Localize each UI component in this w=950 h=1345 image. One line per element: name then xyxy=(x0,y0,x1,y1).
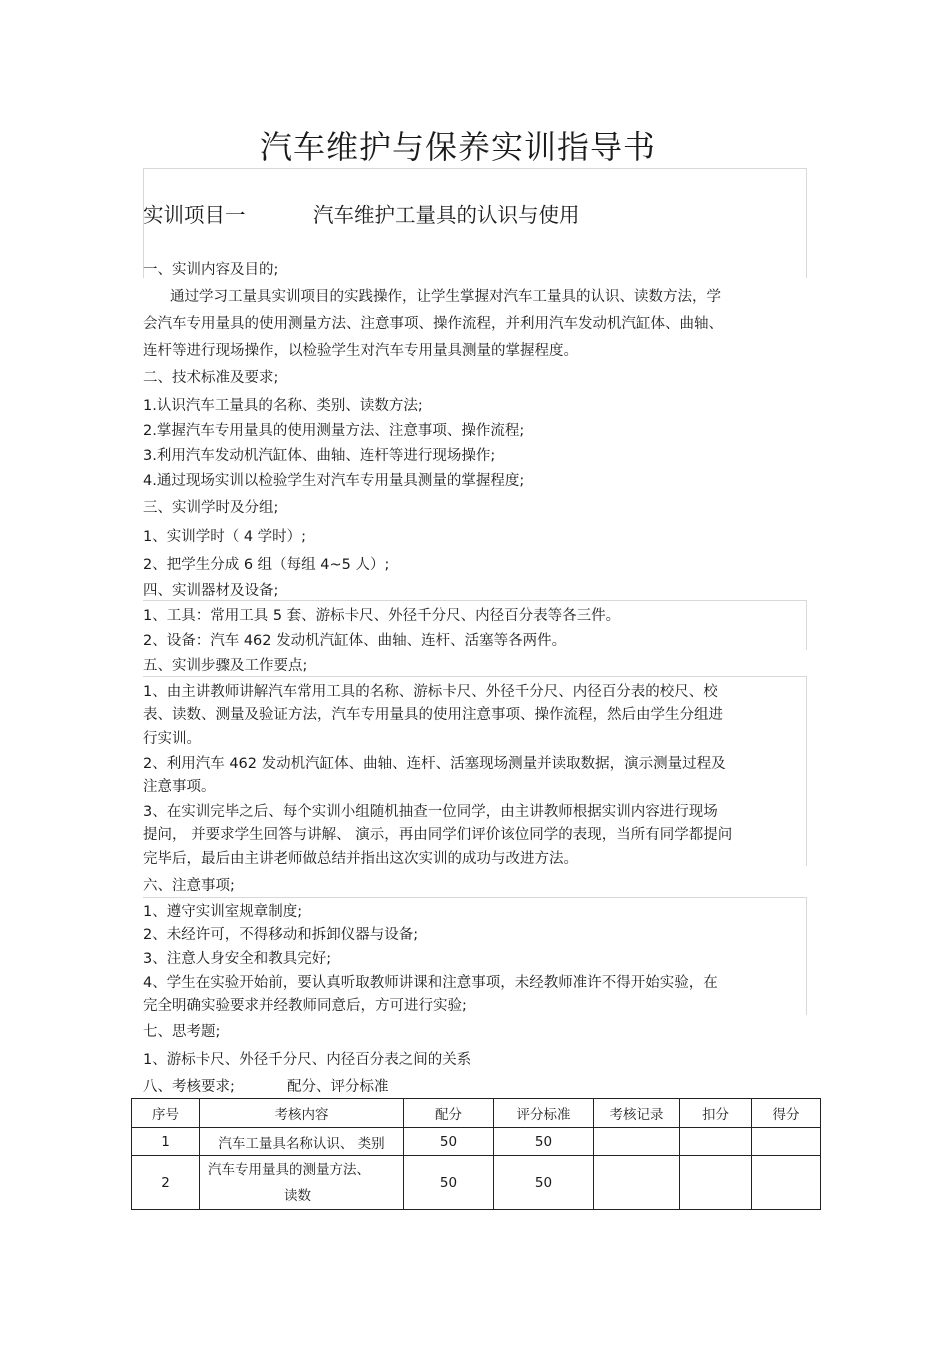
frame-right-rule-4 xyxy=(806,897,807,1015)
frame-rule-2 xyxy=(143,600,806,601)
assessment-table xyxy=(131,1098,821,1210)
cell-points: 50 xyxy=(404,1128,494,1156)
frame-rule-3 xyxy=(143,676,806,677)
section-5-line: 2、利用汽车 462 发动机汽缸体、曲轴、连杆、活塞现场测量并读取数据，演示测量过程及 xyxy=(143,756,726,772)
cell-score xyxy=(752,1128,821,1156)
cell-standard: 50 xyxy=(494,1128,594,1156)
header-cell: 考核内容 xyxy=(200,1099,404,1128)
section-3-item: 2、把学生分成 6 组（每组 4~5 人）; xyxy=(143,557,390,573)
section-4-item: 2、设备：汽车 462 发动机汽缸体、曲轴、连杆、活塞等各两件。 xyxy=(143,633,567,649)
section-4-heading: 四、实训器材及设备; xyxy=(143,583,279,599)
cell-no: 1 xyxy=(132,1128,200,1156)
section-5-line: 提问， 并要求学生回答与讲解、 演示，再由同学们评价该位同学的表现，当所有同学都提问 xyxy=(143,827,733,843)
section-6-line: 1、遵守实训室规章制度; xyxy=(143,904,303,920)
section-2-item: 3.利用汽车发动机汽缸体、曲轴、连杆等进行现场操作; xyxy=(143,448,496,464)
section-6-line: 4、学生在实验开始前，要认真听取教师讲课和注意事项，未经教师准许不得开始实验，在 xyxy=(143,975,718,991)
section-2-item: 2.掌握汽车专用量具的使用测量方法、注意事项、操作流程; xyxy=(143,423,525,439)
cell-record xyxy=(594,1128,680,1156)
section-7-heading: 七、思考题; xyxy=(143,1024,221,1040)
cell-content-line: 读数 xyxy=(284,1187,311,1204)
section-5-line: 3、在实训完毕之后、每个实训小组随机抽查一位同学，由主讲教师根据实训内容进行现场 xyxy=(143,804,718,820)
section-1-para-line: 通过学习工量具实训项目的实践操作，让学生掌握对汽车工量具的认识、读数方法，学 xyxy=(170,289,721,305)
cell-points: 50 xyxy=(404,1156,494,1210)
header-cell: 序号 xyxy=(132,1099,200,1128)
section-5-heading: 五、实训步骤及工作要点; xyxy=(143,658,308,674)
section-1-heading: 一、实训内容及目的; xyxy=(143,262,279,278)
section-6-line: 完全明确实验要求并经教师同意后，方可进行实验; xyxy=(143,998,467,1014)
cell-content xyxy=(200,1156,404,1210)
cell-record xyxy=(594,1156,680,1210)
cell-deduct xyxy=(680,1128,752,1156)
table-header-row xyxy=(132,1099,821,1128)
section-2-item: 1.认识汽车工量具的名称、类别、读数方法; xyxy=(143,398,423,414)
section-6-heading: 六、注意事项; xyxy=(143,878,235,894)
frame-right-rule-2 xyxy=(806,600,807,650)
cell-content-line: 汽车专用量具的测量方法、 xyxy=(208,1161,370,1178)
section-5-line: 行实训。 xyxy=(143,731,201,747)
section-3-heading: 三、实训学时及分组; xyxy=(143,500,279,516)
section-1-para-line: 连杆等进行现场操作，以检验学生对汽车专用量具测量的掌握程度。 xyxy=(143,343,578,359)
header-cell: 扣分 xyxy=(680,1099,752,1128)
project-label: 实训项目一 xyxy=(143,203,246,227)
cell-score xyxy=(752,1156,821,1210)
cell-no: 2 xyxy=(132,1156,200,1210)
section-8-heading: 八、考核要求; xyxy=(143,1079,235,1095)
section-8-subtitle: 配分、评分标准 xyxy=(287,1079,389,1095)
section-5-line: 注意事项。 xyxy=(143,779,216,795)
section-5-line: 完毕后，最后由主讲老师做总结并指出这次实训的成功与改进方法。 xyxy=(143,851,578,867)
section-7-item: 1、游标卡尺、外径千分尺、内径百分表之间的关系 xyxy=(143,1052,472,1068)
section-6-line: 3、注意人身安全和教具完好; xyxy=(143,951,332,967)
section-4-item: 1、工具：常用工具 5 套、游标卡尺、外径千分尺、内径百分表等各三件。 xyxy=(143,608,621,624)
header-cell: 得分 xyxy=(752,1099,821,1128)
section-2-item: 4.通过现场实训以检验学生对汽车专用量具测量的掌握程度; xyxy=(143,473,525,489)
frame-right-rule-1 xyxy=(806,168,807,278)
page-title: 汽车维护与保养实训指导书 xyxy=(259,128,656,166)
frame-top-rule xyxy=(143,168,806,169)
header-cell: 考核记录 xyxy=(594,1099,680,1128)
table-row xyxy=(132,1156,821,1210)
section-5-line: 1、由主讲教师讲解汽车常用工具的名称、游标卡尺、外径千分尺、内径百分表的校尺、校 xyxy=(143,684,718,700)
section-1-para-line: 会汽车专用量具的使用测量方法、注意事项、操作流程，并利用汽车发动机汽缸体、曲轴、 xyxy=(143,316,723,332)
table-row xyxy=(132,1128,821,1156)
header-cell: 配分 xyxy=(404,1099,494,1128)
section-6-line: 2、未经许可，不得移动和拆卸仪器与设备; xyxy=(143,927,419,943)
cell-deduct xyxy=(680,1156,752,1210)
header-cell: 评分标准 xyxy=(494,1099,594,1128)
section-5-line: 表、读数、测量及验证方法，汽车专用量具的使用注意事项、操作流程，然后由学生分组进 xyxy=(143,707,723,723)
section-2-heading: 二、技术标准及要求; xyxy=(143,370,279,386)
cell-standard: 50 xyxy=(494,1156,594,1210)
section-3-item: 1、实训学时（ 4 学时）; xyxy=(143,529,307,545)
frame-rule-4 xyxy=(143,897,806,898)
frame-right-rule-3 xyxy=(806,676,807,866)
project-name: 汽车维护工量具的认识与使用 xyxy=(313,203,580,227)
cell-content: 汽车工量具名称认识、 类别 xyxy=(200,1128,404,1156)
